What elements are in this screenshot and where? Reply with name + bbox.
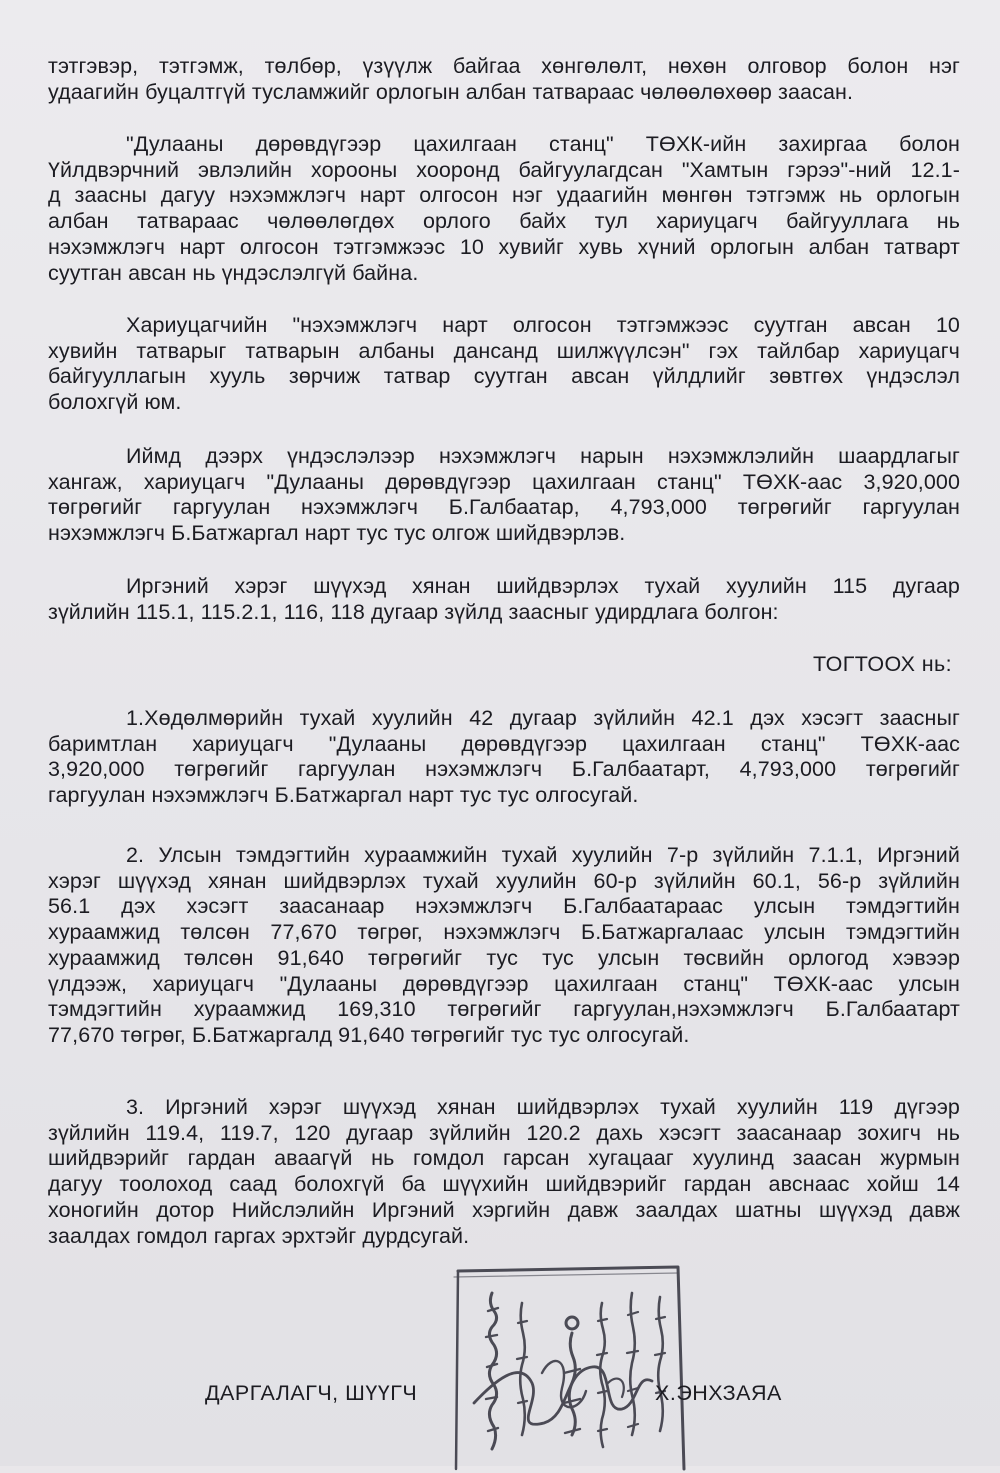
text-line: гаргуулан нэхэмжлэгч Б.Батжаргал нарт тус тус олгосугай. — [48, 783, 639, 808]
text-line: 2. Улсын тэмдэгтийн хураамжийн тухай хуулийн 7-р зүйлийн 7.1.1, Иргэний — [126, 843, 960, 867]
text-line: байгууллагын хууль зөрчиж татвар суутган авсан үйлдлийг зөвтгөх үндэслэл — [48, 364, 960, 389]
text-line: удаагийн буцалтгүй тусламжийг орлогын албан татвараас чөлөөлөхөөр заасан. — [48, 79, 854, 104]
text-line: хоногийн дотор Нийслэлийн Иргэний хэргийн давж заалдах шатны шүүхэд давж — [48, 1197, 960, 1222]
paragraph-ruling-2 — [48, 843, 960, 1049]
text-line: хураамжид төлсөн 77,670 төгрөг, нэхэмжлэгч Б.Батжаргалаас улсын тэмдэгтийн — [48, 920, 960, 945]
text-line: хувийн татварыг татварын албаны дансанд шилжүүлсэн" гэх тайлбар хариуцагч — [48, 338, 960, 363]
text-line: албан татвараас чөлөөлөгдөх орлого байх тул хариуцагч байгууллага нь — [48, 209, 960, 234]
signer-name: Х.ЭНХЗАЯА — [655, 1381, 782, 1405]
text-line: зүйлийн 119.4, 119.7, 120 дугаар зүйлийн 120.2 дахь хэсэгт заасанаар зохигч нь — [48, 1120, 960, 1145]
paragraph-continuation — [48, 54, 960, 105]
text-line: Хариуцагчийн "нэхэмжлэгч нарт олгосон тэтгэмжээс суутган авсан 10 — [126, 313, 960, 337]
text-line: заалдах гомдол гаргах эрхтэйг дурдсугай. — [48, 1223, 470, 1248]
text-line: баримтлан хариуцагч "Дулааны дөрөвдүгээр цахилгаан станц" ТӨХК-аас — [48, 731, 960, 756]
text-line: суутган авсан нь үндэслэлгүй байна. — [48, 260, 419, 285]
text-line: 56.1 дэх хэсэгт заасанаар нэхэмжлэгч Б.Галбаатараас улсын тэмдэгтийн — [48, 894, 960, 919]
text-line: 3. Иргэний хэрэг шүүхэд хянан шийдвэрлэх тухай хуулийн 119 дүгээр — [126, 1095, 960, 1119]
text-line: үлдээж, хариуцагч "Дулааны дөрөвдүгээр цахилгаан станц" ТӨХК-аас улсын — [48, 971, 960, 996]
text-line: болохгүй юм. — [48, 390, 182, 415]
paragraph-conclusion — [48, 444, 960, 547]
text-line: хэрэг шүүхэд хянан шийдвэрлэх тухай хуулийн 60-р зүйлийн 60.1, 56-р зүйлийн — [48, 868, 960, 893]
paragraph-ruling-1 — [48, 706, 960, 809]
signature-title: ДАРГАЛАГЧ, ШҮҮГЧ — [205, 1381, 418, 1405]
resolve-heading: ТОГТООХ нь: — [813, 652, 952, 676]
text-line: хураамжид төлсөн 91,640 төгрөгийг тус тус улсын төсвийн орлогод хэвээр — [48, 945, 960, 970]
text-line: тэтгэвэр, тэтгэмж, төлбөр, үзүүлж байгаа хөнгөлөлт, нөхөн олговор болон нэг — [48, 54, 960, 78]
text-line: зүйлийн 115.1, 115.2.1, 116, 118 дугаар зүйлд заасныг удирдлага болгон: — [48, 599, 779, 624]
text-line: 77,670 төгрөг, Б.Батжаргалд 91,640 төгрөгийг тус тус олгосугай. — [48, 1022, 690, 1047]
text-line: дагуу тоолоход саад болохгүй ба шүүхийн шийдвэрийг гардан авснаас хойш 14 — [48, 1172, 960, 1197]
text-line: тэмдэгтийн хураамжид 169,310 төгрөгийг гаргуулан,нэхэмжлэгч Б.Галбаатарт — [48, 997, 960, 1022]
text-line: "Дулааны дөрөвдүгээр цахилгаан станц" ТӨХК-ийн захиргаа болон — [126, 132, 960, 156]
paragraph-respondent-explanation — [48, 313, 960, 416]
text-line: Иймд дээрх үндэслэлээр нэхэмжлэгч нарын нэхэмжлэлийн шаардлагыг — [126, 444, 960, 468]
court-stamp-seal — [452, 1263, 690, 1473]
paragraph-collective-agreement — [48, 132, 960, 286]
text-line: шийдвэрийг гардан аваагүй нь гомдол гарсан хугацааг хуулинд заасан журмын — [48, 1146, 960, 1171]
paragraph-legal-basis — [48, 574, 960, 625]
text-line: нэхэмжлэгч нарт олгосон тэтгэмжээс 10 хувийг хувь хүний орлогын албан татварт — [48, 234, 960, 259]
text-line: төгрөгийг гаргуулан нэхэмжлэгч Б.Галбаатар, 4,793,000 төгрөгийг гаргуулан — [48, 495, 960, 520]
text-line: 1.Хөдөлмөрийн тухай хуулийн 42 дугаар зүйлийн 42.1 дэх хэсэгт заасныг — [126, 706, 960, 730]
paragraph-ruling-3 — [48, 1095, 960, 1249]
text-line: хангаж, хариуцагч "Дулааны дөрөвдүгээр цахилгаан станц" ТӨХК-аас 3,920,000 — [48, 469, 960, 494]
text-line: нэхэмжлэгч Б.Батжаргал нарт тус тус олгож шийдвэрлэв. — [48, 521, 626, 546]
text-line: 3,920,000 төгрөгийг гаргуулан нэхэмжлэгч Б.Галбаатарт, 4,793,000 төгрөгийг — [48, 757, 960, 782]
text-line: д заасны дагуу нэхэмжлэгч нарт олгосон нэг удаагийн мөнгөн тэтгэмж нь орлогын — [48, 183, 960, 208]
text-line: Үйлдвэрчний эвлэлийн хорооны хооронд байгуулагдсан "Хамтын гэрээ"-ний 12.1- — [48, 157, 960, 182]
text-line: Иргэний хэрэг шүүхэд хянан шийдвэрлэх тухай хуулийн 115 дугаар — [126, 574, 960, 598]
